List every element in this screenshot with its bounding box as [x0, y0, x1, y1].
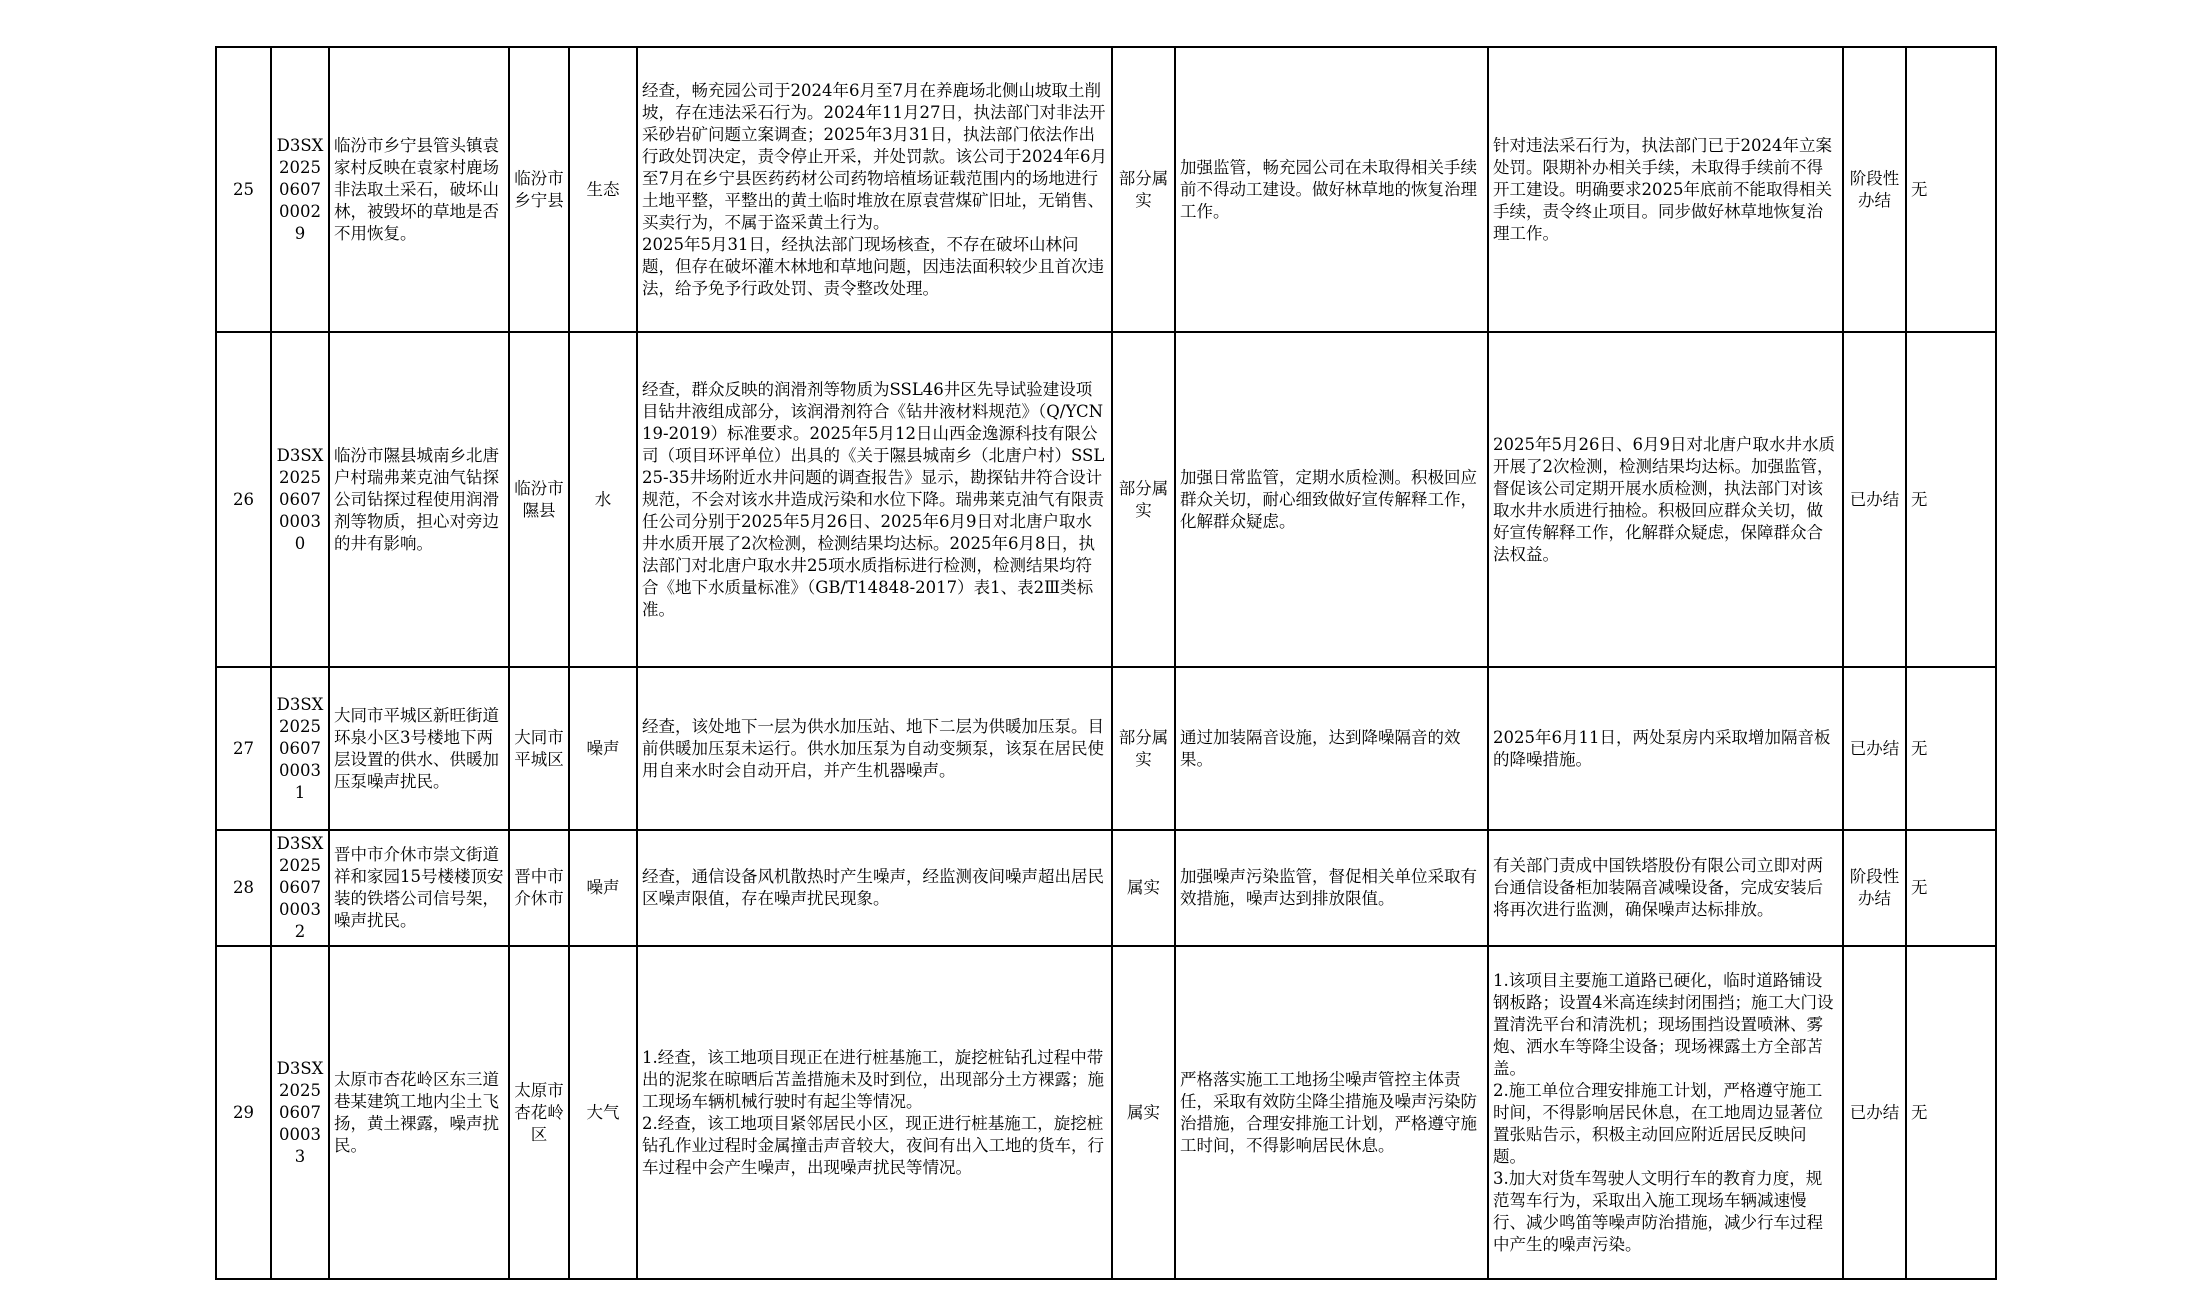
result-item: 2.施工单位合理安排施工计划，严格遵守施工时间，不得影响居民休息，在工地周边显著位置张贴告示，积极主动回应附近居民反映问题。	[1493, 1080, 1823, 1166]
result-item: 3.加大对货车驾驶人文明行车的教育力度，规范驾车行为，采取出入施工现场车辆减速慢行、减少鸣笛等噪声防治措施，减少行车过程中产生的噪声污染。	[1493, 1168, 1823, 1254]
result: 有关部门责成中国铁塔股份有限公司立即对两台通信设备柜加装隔音减噪设备，完成安装后将再次进行监测，确保噪声达标排放。	[1488, 830, 1843, 946]
complaint-table	[215, 46, 1997, 1280]
verdict: 部分属实	[1112, 332, 1175, 667]
status: 阶段性办结	[1843, 830, 1906, 946]
table-row	[216, 332, 1996, 667]
case-code: D3SX2025060700029	[271, 47, 329, 332]
verdict: 属实	[1112, 946, 1175, 1279]
verdict: 部分属实	[1112, 667, 1175, 830]
accountability: 无	[1906, 332, 1996, 667]
measure: 加强日常监管，定期水质检测。积极回应群众关切，耐心细致做好宣传解释工作，化解群众疑虑。	[1175, 332, 1488, 667]
issue-text: 太原市杏花岭区东三道巷某建筑工地内尘土飞扬，黄土裸露，噪声扰民。	[329, 946, 509, 1279]
accountability: 无	[1906, 946, 1996, 1279]
region: 晋中市介休市	[509, 830, 569, 946]
findings	[637, 47, 1112, 332]
row-number: 28	[216, 830, 271, 946]
case-code: D3SX2025060700031	[271, 667, 329, 830]
findings-paragraph: 经查，通信设备风机散热时产生噪声，经监测夜间噪声超出居民区噪声限值，存在噪声扰民现象。	[642, 867, 1104, 908]
table-row	[216, 47, 1996, 332]
pollution-type: 大气	[569, 946, 637, 1279]
region: 太原市杏花岭区	[509, 946, 569, 1279]
measure: 严格落实施工工地扬尘噪声管控主体责任，采取有效防尘降尘措施及噪声污染防治措施，合理安排施工计划，严格遵守施工时间，不得影响居民休息。	[1175, 946, 1488, 1279]
case-code: D3SX2025060700033	[271, 946, 329, 1279]
findings	[637, 830, 1112, 946]
findings-paragraph: 2.经查，该工地项目紧邻居民小区，现正进行桩基施工，旋挖桩钻孔作业过程时金属撞击声音较大，夜间有出入工地的货车，行车过程中会产生噪声，出现噪声扰民等情况。	[642, 1113, 1104, 1177]
pollution-type: 噪声	[569, 830, 637, 946]
case-code: D3SX2025060700032	[271, 830, 329, 946]
findings-paragraph: 2025年5月31日，经执法部门现场核查，不存在破坏山林问题，但存在破坏灌木林地和草地问题，因违法面积较少且首次违法，给予免予行政处罚、责令整改处理。	[642, 234, 1104, 298]
issue-text: 大同市平城区新旺街道环泉小区3号楼地下两层设置的供水、供暖加压泵噪声扰民。	[329, 667, 509, 830]
findings	[637, 946, 1112, 1279]
row-number: 26	[216, 332, 271, 667]
result: 2025年6月11日，两处泵房内采取增加隔音板的降噪措施。	[1488, 667, 1843, 830]
pollution-type: 噪声	[569, 667, 637, 830]
findings-paragraph: 经查，该处地下一层为供水加压站、地下二层为供暖加压泵。目前供暖加压泵未运行。供水加压泵为自动变频泵，该泵在居民使用自来水时会自动开启，并产生机器噪声。	[642, 716, 1104, 780]
result: 针对违法采石行为，执法部门已于2024年立案处罚。限期补办相关手续，未取得手续前不得开工建设。明确要求2025年底前不能取得相关手续，责令终止项目。同步做好林草地恢复治理工作。	[1488, 47, 1843, 332]
region: 临汾市乡宁县	[509, 47, 569, 332]
accountability: 无	[1906, 830, 1996, 946]
measure: 加强监管，畅充园公司在未取得相关手续前不得动工建设。做好林草地的恢复治理工作。	[1175, 47, 1488, 332]
status: 已办结	[1843, 667, 1906, 830]
issue-text: 临汾市隰县城南乡北唐户村瑞弗莱克油气钻探公司钻探过程使用润滑剂等物质，担心对旁边的井有影响。	[329, 332, 509, 667]
findings-paragraph: 1.经查，该工地项目现正在进行桩基施工，旋挖桩钻孔过程中带出的泥浆在晾晒后苫盖措施未及时到位，出现部分土方裸露；施工现场车辆机械行驶时有起尘等情况。	[642, 1047, 1104, 1111]
row-number: 29	[216, 946, 271, 1279]
result-item: 1.该项目主要施工道路已硬化，临时道路铺设钢板路；设置4米高连续封闭围挡；施工大门设置清洗平台和清洗机；现场围挡设置喷淋、雾炮、洒水车等降尘设备；现场裸露土方全部苫盖。	[1493, 970, 1834, 1078]
row-number: 25	[216, 47, 271, 332]
region: 大同市平城区	[509, 667, 569, 830]
table-row	[216, 667, 1996, 830]
findings	[637, 332, 1112, 667]
measure: 通过加装隔音设施，达到降噪隔音的效果。	[1175, 667, 1488, 830]
measure: 加强噪声污染监管，督促相关单位采取有效措施，噪声达到排放限值。	[1175, 830, 1488, 946]
result: 2025年5月26日、6月9日对北唐户取水井水质开展了2次检测，检测结果均达标。加强监管，督促该公司定期开展水质检测，执法部门对该取水井水质进行抽检。积极回应群众关切，做好宣传解释工作，化解群众疑虑，保障群众合法权益。	[1488, 332, 1843, 667]
status: 阶段性办结	[1843, 47, 1906, 332]
findings-paragraph: 经查，畅充园公司于2024年6月至7月在养鹿场北侧山坡取土削坡，存在违法采石行为。2024年11月27日，执法部门对非法开采砂岩矿问题立案调查；2025年3月31日，执法部门依法作出行政处罚决定，责令停止开采，并处罚款。该公司于2024年6月至7月在乡宁县医药药材公司药物培植场证载范围内的场地进行土地平整，平整出的黄土临时堆放在原袁营煤矿旧址，无销售、买卖行为，不属于盗采黄土行为。	[642, 80, 1107, 232]
pollution-type: 生态	[569, 47, 637, 332]
table-row	[216, 946, 1996, 1279]
issue-text: 晋中市介休市崇文街道祥和家园15号楼楼顶安装的铁塔公司信号架，噪声扰民。	[329, 830, 509, 946]
findings	[637, 667, 1112, 830]
findings-paragraph: 经查，群众反映的润滑剂等物质为SSL46井区先导试验建设项目钻井液组成部分，该润滑剂符合《钻井液材料规范》（Q/YCN19-2019）标准要求。2025年5月12日山西金逸源科技有限公司（项目环评单位）出具的《关于隰县城南乡（北唐户村）SSL25-35井场附近水井问题的调查报告》显示，勘探钻井符合设计规范，不会对该水井造成污染和水位下降。瑞弗莱克油气有限责任公司分别于2025年5月26日、2025年6月9日对北唐户取水井水质开展了2次检测，检测结果均达标。2025年6月8日，执法部门对北唐户取水井25项水质指标进行检测，检测结果均符合《地下水质量标准》（GB/T14848-2017）表1、表2Ⅲ类标准。	[642, 379, 1105, 619]
row-number: 27	[216, 667, 271, 830]
table-row	[216, 830, 1996, 946]
status: 已办结	[1843, 332, 1906, 667]
accountability: 无	[1906, 667, 1996, 830]
verdict: 部分属实	[1112, 47, 1175, 332]
accountability: 无	[1906, 47, 1996, 332]
pollution-type: 水	[569, 332, 637, 667]
case-code: D3SX2025060700030	[271, 332, 329, 667]
verdict: 属实	[1112, 830, 1175, 946]
result	[1488, 946, 1843, 1279]
status: 已办结	[1843, 946, 1906, 1279]
region: 临汾市隰县	[509, 332, 569, 667]
issue-text: 临汾市乡宁县管头镇袁家村反映在袁家村鹿场非法取土采石，破坏山林，被毁坏的草地是否不用恢复。	[329, 47, 509, 332]
